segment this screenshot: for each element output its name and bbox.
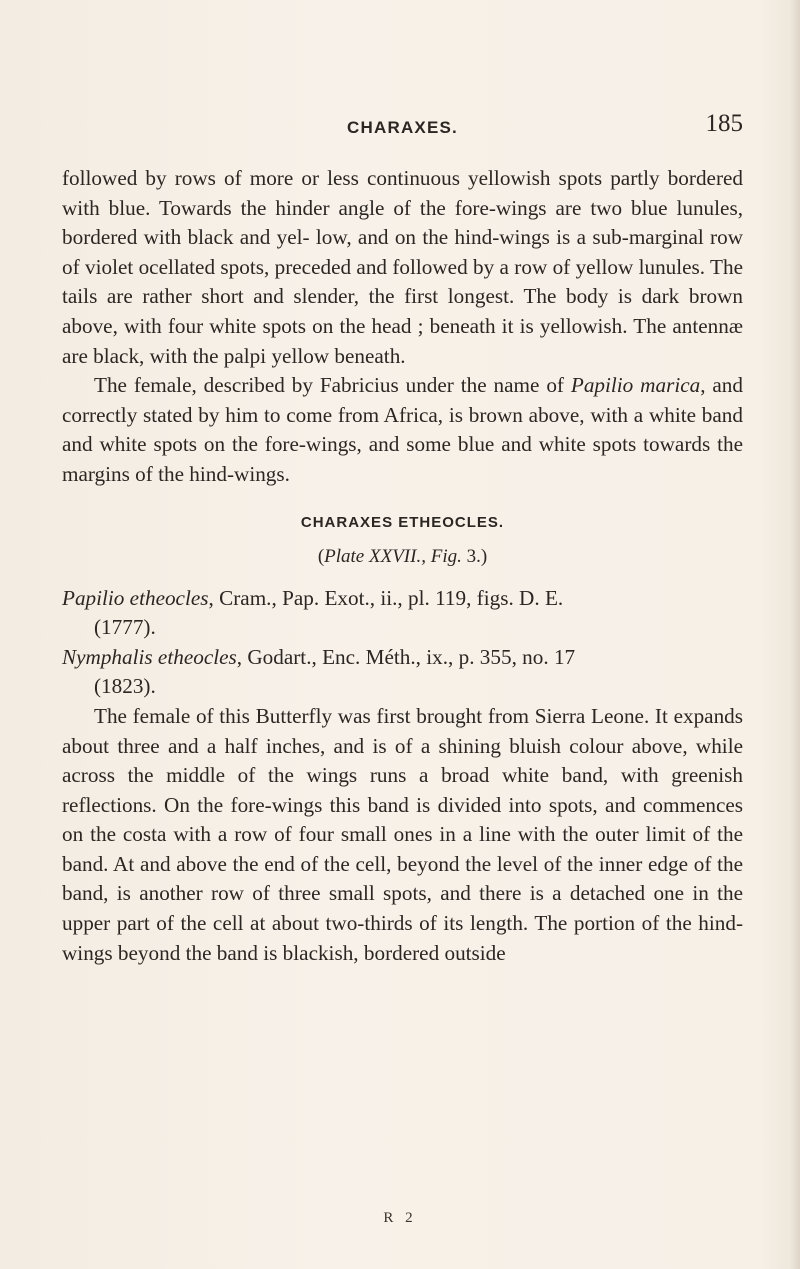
description-paragraph: The female of this Butterfly was first brought from Sierra Leone. It expands about three and a half inches, and is of a shining bluish colour above, while across the middle of the wings runs a broad white band, with greenish reflections. On the fore-wings this band is divided into spots, and commences on the costa with a row of four small ones in a line with the outer limit of the band. At and above the end of the cell, beyond the level of the inner edge of the band, is another row of three small spots, and there is a detached one in the upper part of the cell at about two-thirds of its length. The portion of the hind-wings beyond the band is blackish, bordered outside — [62, 703, 743, 965]
page-header — [62, 110, 743, 146]
page-number: 185 — [705, 110, 743, 137]
species-name-papilio-marica: Papilio marica — [570, 373, 701, 398]
synonym-name: Papilio etheocles — [62, 585, 209, 610]
female-paragraph-start: The female, described by Fabricius under the name of — [94, 373, 571, 398]
page-edge-shadow — [790, 0, 800, 1269]
body-text — [62, 164, 743, 968]
signature-mark: R 2 — [383, 1210, 417, 1226]
synonym-year: (1823). — [94, 674, 156, 699]
synonym-reference — [62, 584, 743, 643]
continuation-paragraph: followed by rows of more or less continuous yellowish spots partly bordered with blue. Towards the hinder angle of the fore-wings are two blue lunules, bordered with black and yel- low, and on the hind-wings is a sub-marginal row of violet ocellated spots, preceded and followed by a row of yellow lunules. The tails are rather short and slender, the first longest. The body is dark brown above, with four white spots on the head ; beneath it is yellowish. The antennæ are black, with the palpi yellow beneath. — [62, 166, 743, 368]
female-paragraph-end: , and correctly stated by him to come from Africa, is brown above, with a white band and white spots on the fore-wings, and some blue and white spots towards the margins of the hind-wings. — [62, 373, 743, 486]
section-title: CHARAXES ETHEOCLES. — [300, 513, 505, 531]
female-paragraph — [62, 371, 743, 489]
plate-open-paren: ( — [317, 545, 325, 567]
plate-reference — [62, 542, 743, 572]
synonym-name: Nymphalis etheocles — [62, 644, 237, 669]
synonym-citation: , Godart., Enc. Méth., ix., p. 355, no. 17 — [236, 644, 576, 669]
synonym-reference — [62, 643, 743, 702]
plate-number: 3.) — [461, 545, 488, 567]
plate-label: Plate XXVII., Fig. — [324, 545, 462, 567]
synonym-citation: , Cram., Pap. Exot., ii., pl. 119, figs. D. E. — [208, 585, 564, 610]
synonym-year: (1777). — [94, 615, 156, 640]
running-title: CHARAXES. — [347, 118, 458, 137]
